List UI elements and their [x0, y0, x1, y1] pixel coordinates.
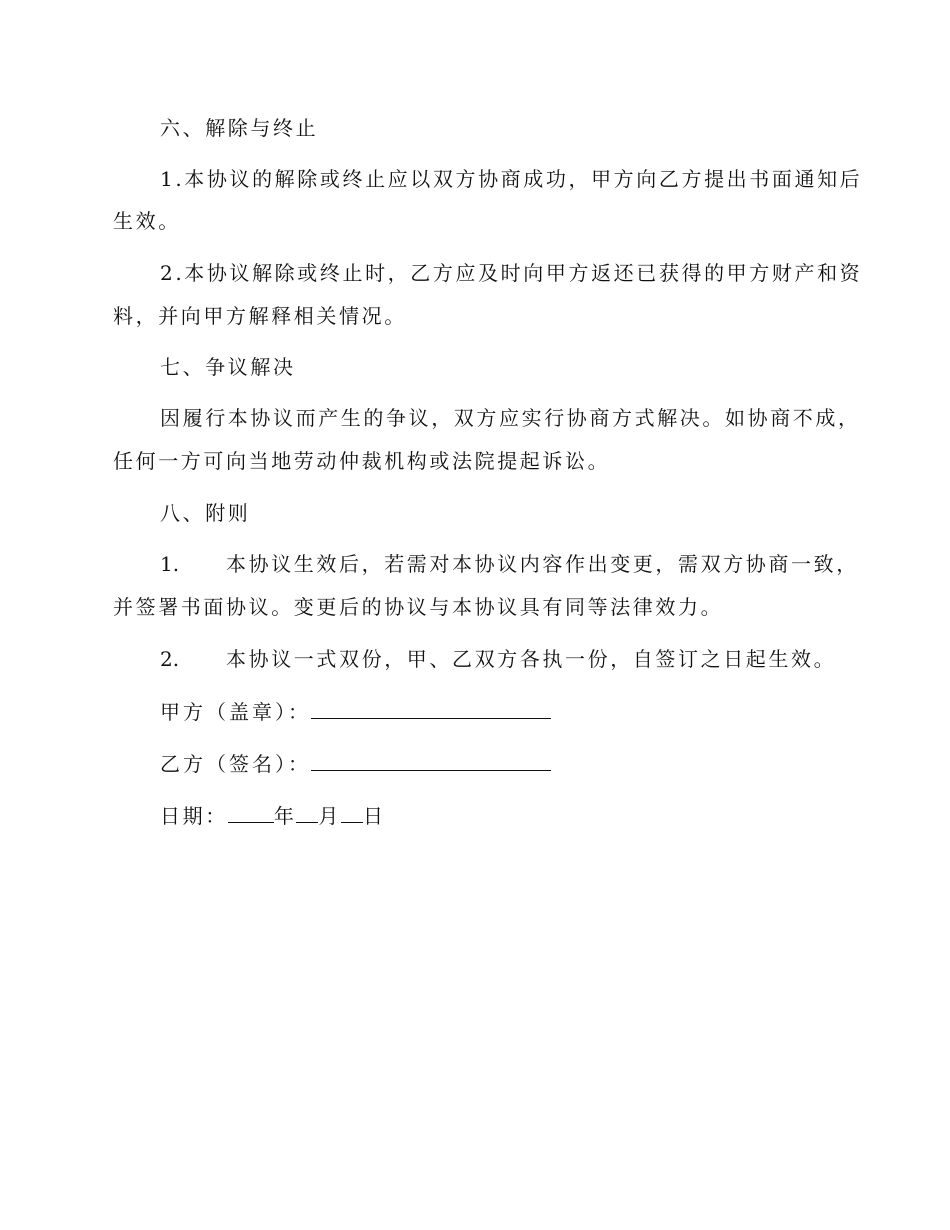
section7-para-line1: 因履行本协议而产生的争议，双方应实行协商方式解决。如协商不成，: [160, 406, 861, 430]
section6-item1-line2: 生效。: [113, 209, 181, 233]
party-a-label: 甲方（盖章）：: [160, 700, 311, 724]
party-a-signature-blank[interactable]: [311, 696, 551, 719]
date-row: [160, 800, 386, 830]
month-label: 月: [318, 804, 342, 828]
section6-heading: 六、解除与终止: [160, 116, 319, 140]
party-a-signature-row: [160, 696, 551, 726]
year-label: 年: [273, 804, 297, 828]
section8-item1-line2: 并签署书面协议。变更后的协议与本协议具有同等法律效力。: [113, 595, 724, 619]
section7-para-line2: 任何一方可向当地劳动仲裁机构或法院提起诉讼。: [113, 449, 611, 473]
party-b-signature-row: [160, 748, 551, 778]
item-number: 1.: [160, 552, 180, 576]
section6-item2-line2: 料，并向甲方解释相关情况。: [113, 304, 407, 328]
day-blank[interactable]: [341, 800, 363, 823]
item-text: 本协议一式双份，甲、乙双方各执一份，自签订之日起生效。: [226, 647, 837, 671]
section8-item1-line1: [160, 550, 859, 578]
party-b-signature-blank[interactable]: [311, 748, 551, 771]
section6-item1-line1: 1.本协议的解除或终止应以双方协商成功，甲方向乙方提出书面通知后: [160, 167, 863, 191]
party-b-label: 乙方（签名）：: [160, 752, 311, 776]
section8-heading: 八、附则: [160, 501, 251, 525]
section7-heading: 七、争议解决: [160, 355, 296, 379]
month-blank[interactable]: [296, 800, 318, 823]
section6-item2-line1: 2.本协议解除或终止时，乙方应及时向甲方返还已获得的甲方财产和资: [160, 261, 863, 285]
item-text: 本协议生效后，若需对本协议内容作出变更，需双方协商一致，: [226, 552, 859, 576]
date-label: 日期：: [160, 804, 228, 828]
section8-item2-line1: [160, 645, 836, 673]
year-blank[interactable]: [228, 800, 274, 823]
day-label: 日: [363, 804, 386, 828]
item-number: 2.: [160, 647, 180, 671]
